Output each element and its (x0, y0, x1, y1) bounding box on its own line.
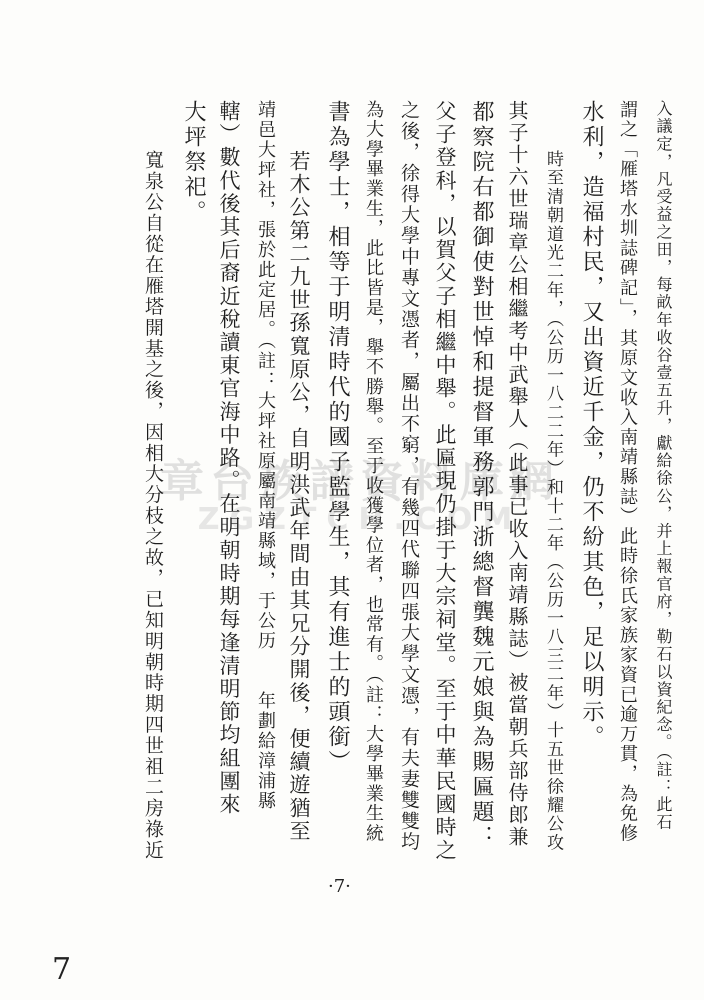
text-column-11: 若木公第二九世孫寬原公，自明洪武年間由其兄分開後，便續遊猶至 (287, 150, 311, 843)
text-column-5: 其子十六世瑞章公相繼考中武舉人（此事已收入南靖縣誌）被當朝兵部侍郎兼 (505, 100, 529, 848)
text-column-15: 寬泉公自從在雁塔開基之後，因相大分枝之故，已知明朝時期四世祖二房祿近 (142, 150, 164, 861)
text-column-7: 父子登科，以賀父子相繼中舉。此匾現仍掛于大宗祠堂。至于中華民國時之 (433, 100, 457, 863)
text-column-9: 為大學畢業生，此比皆是，舉不勝舉。至于收獲學位者，也常有。（註：大學畢業生統 (363, 100, 384, 844)
watermark-text: 章台族譜資料庫網 (160, 456, 560, 507)
text-column-1: 入議定，凡受益之田，每畝年收谷壹五升，獻給徐公，并上報官府，勒石以資紀念。（註：此石 (654, 100, 673, 832)
text-column-2: 謂之「雁塔水圳誌碑記」，其原文收入南靖縣誌）此時徐氏家族家資已逾万貫，為免修 (617, 100, 638, 844)
corner-page-number: 7 (52, 952, 72, 987)
text-column-13: 轄）數代後其后裔近稅讀東官海中路。在明朝時期每逢清明節均組團來 (217, 100, 241, 817)
text-column-4: 時至清朝道光二年，（公历一八二二年）和十二年（公历一八三二年）十五世徐耀公攻 (543, 150, 563, 853)
text-column-10: 書為學士，相等于明清時代的國子監學生，其有進士的頭銜） (325, 100, 350, 775)
page-number-mark: ·7· (328, 876, 351, 897)
text-column-12: 靖邑大坪社，張於此定居。（註：大坪社原屬南靖縣域，于公历 年劃給漳浦縣 (255, 100, 276, 811)
text-column-8: 之後，徐得大學中專文憑者，屬出不窮，有幾四代聯四張大學文憑，有夫妻雙雙均 (398, 100, 420, 853)
text-column-3: 水利，造福村民，又出資近千金，仍不紛其色，足以明示。 (579, 100, 604, 750)
watermark-url: ZGZTCH.COM (197, 502, 523, 537)
text-column-6: 都察院右都御使對世悼和提督軍務郭門浙總督龔魏元娘與為賜匾題： (469, 100, 494, 850)
text-column-14: 大坪祭祀。 (181, 100, 206, 225)
